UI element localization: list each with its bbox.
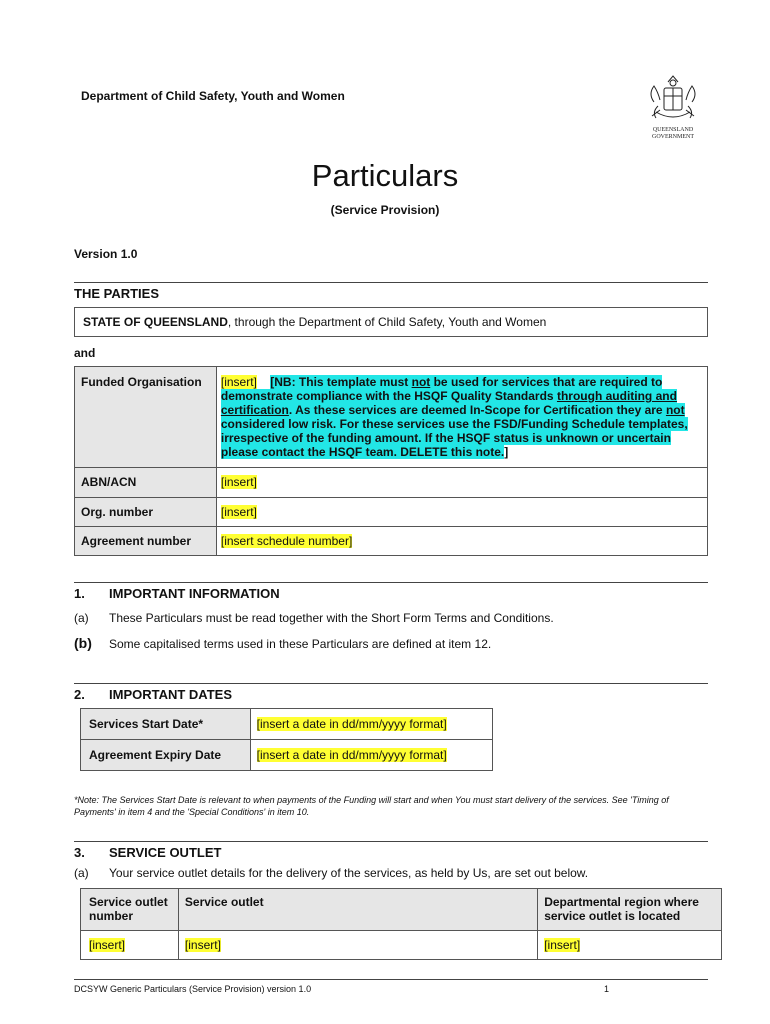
divider (74, 582, 708, 583)
section-2-number: 2. (74, 687, 85, 702)
column-header: Departmental region where service outlet is located (538, 889, 722, 931)
state-party-box (74, 307, 708, 337)
table-row (75, 527, 708, 556)
svg-text:QUEENSLAND: QUEENSLAND (652, 127, 694, 133)
agreement-expiry-date-cell (250, 740, 492, 771)
agreement-expiry-date-label: Agreement Expiry Date (81, 740, 251, 771)
item-b-label: (b) (74, 635, 92, 651)
column-header: Service outlet number (81, 889, 179, 931)
page-number: 1 (604, 984, 610, 994)
agreement-number-label: Agreement number (75, 527, 217, 556)
table-row (75, 498, 708, 527)
org-number-value[interactable]: [insert] (220, 505, 257, 519)
table-cell (81, 931, 179, 960)
section-2-heading: IMPORTANT DATES (109, 687, 233, 702)
table-row (75, 367, 708, 468)
abn-acn-label: ABN/ACN (75, 468, 217, 498)
divider (74, 282, 708, 283)
table-header-row (81, 889, 722, 931)
item-a-text: Your service outlet details for the delivery of the services, as held by Us, are set out below. (109, 866, 589, 880)
column-header: Service outlet (178, 889, 537, 931)
page-subtitle: (Service Provision) (330, 203, 440, 217)
section-3-number: 3. (74, 845, 85, 860)
service-outlet-value[interactable]: [insert] (184, 938, 221, 952)
org-number-label: Org. number (75, 498, 217, 527)
state-description: , through the Department of Child Safety, Youth and Women (227, 315, 547, 329)
abn-acn-value[interactable]: [insert] (220, 475, 257, 489)
divider (74, 683, 708, 684)
footer-divider (74, 979, 708, 980)
dates-note: *Note: The Services Start Date is relevant to when payments of the Funding will start and when You must start delivery of the services. See 'Timing of Payments' in item 4 and the 'Special Conditions' in item 10. (74, 795, 669, 817)
section-1-heading: IMPORTANT INFORMATION (109, 586, 280, 601)
abn-acn-cell (216, 468, 707, 498)
service-outlet-table (80, 888, 722, 960)
dates-table (80, 708, 493, 771)
agreement-number-value[interactable]: [insert schedule number] (220, 534, 353, 548)
queensland-government-crest (640, 72, 706, 142)
table-row (81, 709, 493, 740)
parties-heading: THE PARTIES (74, 286, 159, 301)
divider (74, 841, 708, 842)
funded-organisation-value[interactable]: [insert] (220, 375, 257, 389)
agreement-number-cell (216, 527, 707, 556)
parties-table (74, 366, 708, 556)
item-b-text: Some capitalised terms used in these Particulars are defined at item 12. (109, 637, 492, 651)
section-1-number: 1. (74, 586, 85, 601)
page-title: Particulars (311, 158, 459, 193)
agreement-expiry-date-value[interactable]: [insert a date in dd/mm/yyyy format] (256, 748, 447, 762)
funded-organisation-label: Funded Organisation (75, 367, 217, 468)
funded-organisation-cell: [insert] [NB: This template must not be used for services that are required to demonstrate compliance with the HSQF Quality Standards through auditing and certification. As these services are deemed In-Scope for Certification they are not considered low risk. For these services use the FSD/Funding Schedule templates, irrespective of the funding amount. If the HSQF status is unknown or uncertain please contact the HSQF team. DELETE this note.] (216, 367, 707, 468)
services-start-date-label: Services Start Date* (81, 709, 251, 740)
services-start-date-cell (250, 709, 492, 740)
item-a-label: (a) (74, 611, 89, 625)
department-name: Department of Child Safety, Youth and Women (81, 89, 345, 103)
table-cell (538, 931, 722, 960)
version-label: Version 1.0 (74, 247, 138, 261)
section-3-heading: SERVICE OUTLET (109, 845, 222, 860)
item-a-text: These Particulars must be read together with the Short Form Terms and Conditions. (109, 611, 554, 625)
services-start-date-value[interactable]: [insert a date in dd/mm/yyyy format] (256, 717, 447, 731)
org-number-cell (216, 498, 707, 527)
crest-icon (640, 72, 706, 142)
table-row (75, 468, 708, 498)
table-row (81, 740, 493, 771)
svg-text:GOVERNMENT: GOVERNMENT (652, 134, 694, 140)
nb-note: [NB: This template must not be used for services that are required to demonstrate compliance with the HSQF Quality Standards through auditing and certification. As these services are deemed In-Scope for Certification they are not considered low risk. For these services use the FSD/Funding Schedule templates, irrespective of the funding amount. If the HSQF status is unknown or uncertain please contact the HSQF team. DELETE this note. (220, 375, 688, 459)
table-row (81, 931, 722, 960)
table-cell (178, 931, 537, 960)
item-a-label: (a) (74, 866, 89, 880)
footer-text: DCSYW Generic Particulars (Service Provision) version 1.0 (74, 984, 312, 994)
departmental-region-value[interactable]: [insert] (544, 938, 581, 952)
state-name: STATE OF QUEENSLAND (83, 315, 228, 329)
service-outlet-number-value[interactable]: [insert] (89, 938, 126, 952)
and-label: and (74, 346, 96, 360)
